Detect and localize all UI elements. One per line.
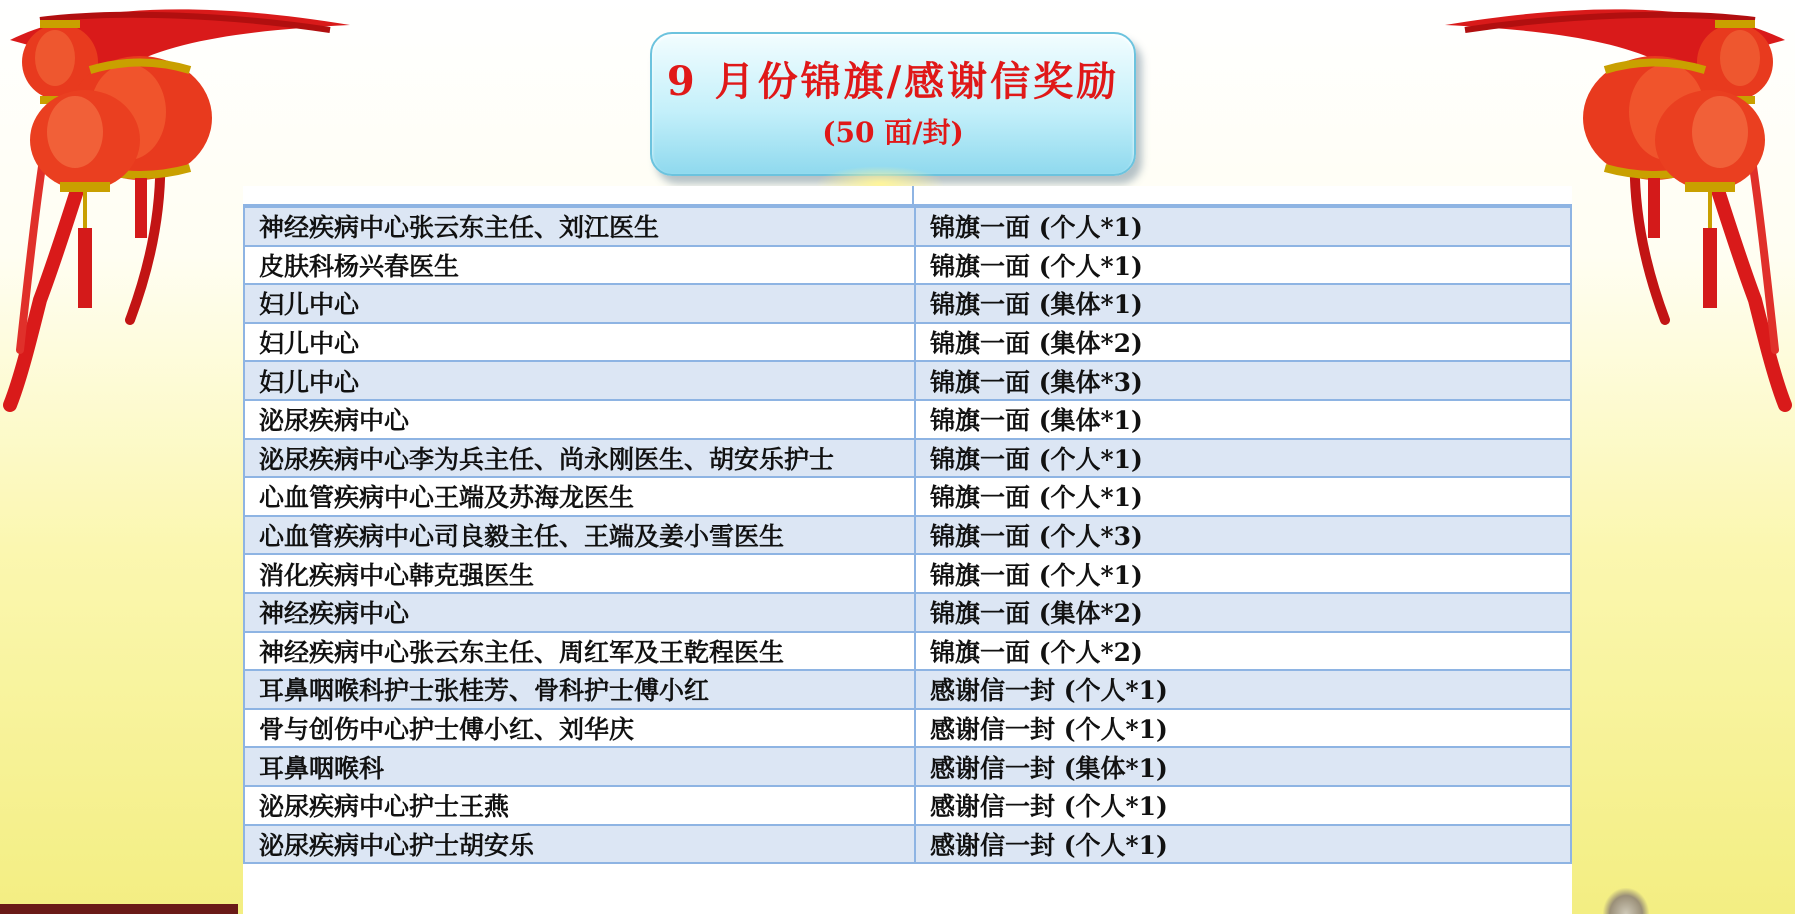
table-row-cut — [243, 186, 1572, 206]
recipient-cell: 心血管疾病中心王端及苏海龙医生 — [244, 477, 915, 516]
award-cell: 锦旗一面 (个人*1) — [915, 207, 1571, 246]
award-cell: 锦旗一面 (个人*1) — [915, 554, 1571, 593]
table-row — [244, 361, 1571, 400]
recipient-cell: 泌尿疾病中心护士王燕 — [244, 786, 915, 825]
table-row — [244, 632, 1571, 671]
recipient-cell: 神经疾病中心张云东主任、刘江医生 — [244, 207, 915, 246]
award-cell: 锦旗一面 (集体*3) — [915, 361, 1571, 400]
award-cell: 锦旗一面 (集体*1) — [915, 400, 1571, 439]
award-cell: 感谢信一封 (集体*1) — [915, 747, 1571, 786]
recipient-cell: 泌尿疾病中心 — [244, 400, 915, 439]
award-cell: 感谢信一封 (个人*1) — [915, 670, 1571, 709]
table-row — [244, 284, 1571, 323]
corner-photo — [0, 904, 238, 914]
awards-table — [243, 186, 1572, 914]
table-row — [244, 747, 1571, 786]
table-row — [244, 554, 1571, 593]
award-cell: 锦旗一面 (集体*2) — [915, 323, 1571, 362]
recipient-cell: 妇儿中心 — [244, 323, 915, 362]
table-row — [244, 825, 1571, 864]
recipient-cell: 心血管疾病中心司良毅主任、王端及姜小雪医生 — [244, 516, 915, 555]
award-cell: 锦旗一面 (个人*2) — [915, 632, 1571, 671]
table-row — [244, 439, 1571, 478]
recipient-cell: 妇儿中心 — [244, 284, 915, 323]
page-title: 9 月份锦旗/感谢信奖励 — [666, 58, 1120, 105]
title-banner — [650, 32, 1136, 176]
award-cell: 感谢信一封 (个人*1) — [915, 825, 1571, 864]
table-row — [244, 670, 1571, 709]
table-row — [244, 400, 1571, 439]
table-row — [244, 477, 1571, 516]
recipient-cell: 消化疾病中心韩克强医生 — [244, 554, 915, 593]
recipient-cell: 神经疾病中心张云东主任、周红军及王乾程医生 — [244, 632, 915, 671]
awards-table-body — [243, 206, 1572, 864]
award-cell: 锦旗一面 (个人*1) — [915, 439, 1571, 478]
table-row — [244, 709, 1571, 748]
award-cell: 锦旗一面 (个人*3) — [915, 516, 1571, 555]
table-row — [244, 593, 1571, 632]
recipient-cell: 泌尿疾病中心李为兵主任、尚永刚医生、胡安乐护士 — [244, 439, 915, 478]
award-cell: 感谢信一封 (个人*1) — [915, 709, 1571, 748]
award-cell: 锦旗一面 (集体*1) — [915, 284, 1571, 323]
recipient-cell: 泌尿疾病中心护士胡安乐 — [244, 825, 915, 864]
recipient-cell: 皮肤科杨兴春医生 — [244, 246, 915, 285]
table-row — [244, 786, 1571, 825]
page-subtitle: (50 面/封) — [822, 116, 964, 149]
recipient-cell: 妇儿中心 — [244, 361, 915, 400]
award-cell: 锦旗一面 (个人*1) — [915, 477, 1571, 516]
table-row — [244, 246, 1571, 285]
recipient-cell: 骨与创伤中心护士傅小红、刘华庆 — [244, 709, 915, 748]
award-cell: 锦旗一面 (个人*1) — [915, 246, 1571, 285]
table-row — [244, 323, 1571, 362]
recipient-cell: 耳鼻咽喉科 — [244, 747, 915, 786]
recipient-cell: 耳鼻咽喉科护士张桂芳、骨科护士傅小红 — [244, 670, 915, 709]
award-cell: 感谢信一封 (个人*1) — [915, 786, 1571, 825]
recipient-cell: 神经疾病中心 — [244, 593, 915, 632]
table-row — [244, 516, 1571, 555]
corner-ornament — [1603, 888, 1649, 914]
award-cell: 锦旗一面 (集体*2) — [915, 593, 1571, 632]
table-row — [244, 207, 1571, 246]
